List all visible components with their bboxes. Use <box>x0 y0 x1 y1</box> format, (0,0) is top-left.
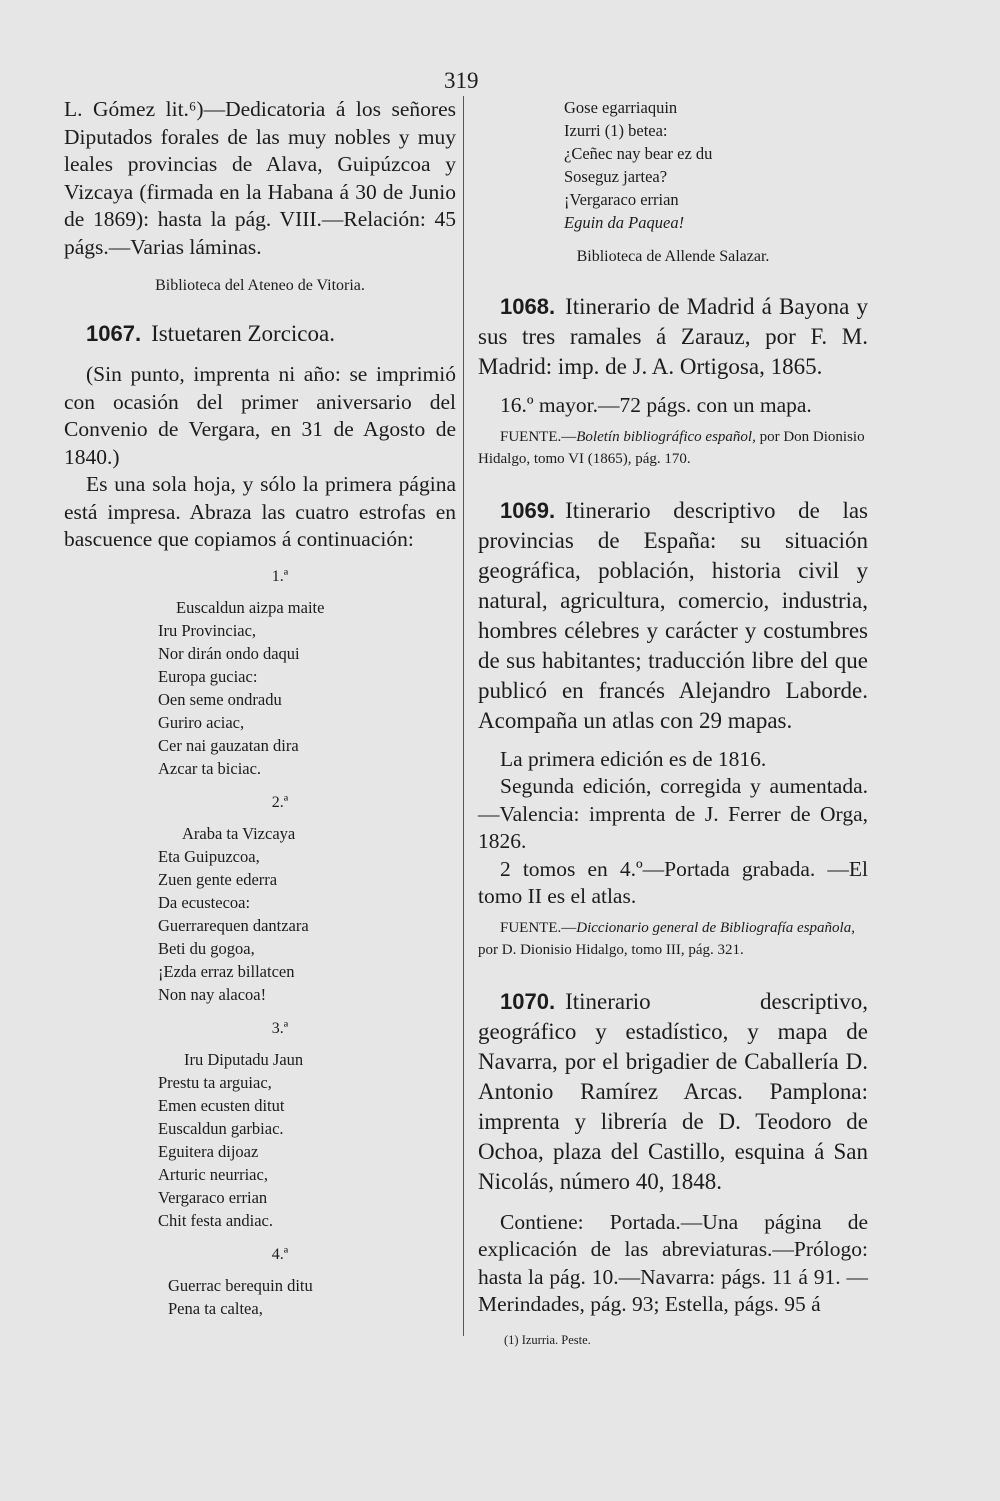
verse-line: Euscaldun garbiac. <box>158 1118 284 1138</box>
entry-1069-para3: 2 tomos en 4.º—Portada grabada. —El tomo II es el atlas. <box>478 856 868 908</box>
verse-line: Da ecustecoa: <box>158 892 251 912</box>
entry-1067-number: 1067. <box>86 321 142 346</box>
entry-1068-number: 1068. <box>500 294 556 319</box>
entry-1070-para1: Contiene: Portada.—Una página de explicación de las abreviaturas.—Prólogo: hasta la pág. 10.—Navarra: págs. 11 á 91. —Merindades, pág. 93; Estella, págs. 95 á <box>478 1209 868 1316</box>
verse-line: Chit festa andiac. <box>158 1210 274 1230</box>
entry-1067-heading <box>86 319 456 349</box>
column-divider <box>463 96 464 1336</box>
entry-1069-heading <box>478 496 868 736</box>
entry-1067-note: (Sin punto, imprenta ni año: se imprimió con ocasión del primer aniversario del Convenio de Vergara, en 31 de Agosto de 1840.) <box>64 362 456 469</box>
verse-line: Gose egarriaquin <box>564 98 678 117</box>
source-title: Boletín bibliográfico español, <box>576 428 756 445</box>
verse-line: ¡Vergaraco errian <box>564 190 679 209</box>
verse-line: Non nay alacoa! <box>158 984 267 1004</box>
left-column <box>64 96 456 1320</box>
verse-line: Vergaraco errian <box>158 1187 268 1207</box>
verse-line: Emen ecusten ditut <box>158 1095 285 1115</box>
verse-line: Cer nai gauzatan dira <box>158 735 299 755</box>
verse-line: Izurri (1) betea: <box>564 121 668 140</box>
verse-line: Oen seme ondradu <box>158 689 282 709</box>
verse-line: Zuen gente ederra <box>158 869 278 889</box>
verse-line: Prestu ta arguiac, <box>158 1072 272 1092</box>
stanza-3-label: 3.ª <box>271 1019 289 1037</box>
entry-1070-title: Itinerario descriptivo, geográfico y estadístico, y mapa de Navarra, por el brigadier de Caballería D. Antonio Ramírez Arcas. Pamplona: imprenta y librería de D. Teodoro de Ochoa, plaza del Castillo, esquina á San Nicolás, número 40, 1848. <box>478 988 868 1194</box>
verse-line: Azcar ta biciac. <box>158 758 262 778</box>
verse-line: Guriro aciac, <box>158 712 245 732</box>
entry-1070-number: 1070. <box>500 988 556 1014</box>
verse-line: Soseguz jartea? <box>564 167 668 186</box>
source-detail: por Don Dionisio Hidalgo, tomo VI (1865), pág. 170. <box>478 428 865 467</box>
intro-library: Biblioteca del Ateneo de Vitoria. <box>155 277 365 294</box>
source-detail: por D. Dionisio Hidalgo, tomo III, pág. 321. <box>478 941 744 958</box>
page-number: 319 <box>444 68 479 93</box>
source-label: FUENTE.— <box>500 428 577 445</box>
entry-1068-heading <box>478 292 868 382</box>
entry-1070-heading <box>478 987 868 1197</box>
entry-1069-number: 1069. <box>500 497 556 523</box>
verse-line: Pena ta caltea, <box>168 1298 263 1318</box>
intro-paragraph: L. Gómez lit.⁶)—Dedicatoria á los señores Diputados forales de las muy nobles y muy leales provincias de Alava, Guipúzcoa y Vizcaya (firmada en la Habana á 30 de Junio de 1869): hasta la pág. VIII.—Relación: 45 págs.—Varias láminas. <box>64 97 456 259</box>
entry-1067-title: Istuetaren Zorcicoa. <box>151 321 335 346</box>
verse-line: Guerrarequen dantzara <box>158 915 309 935</box>
verse-continuation <box>478 96 868 234</box>
entry-1069-para2: Segunda edición, corregida y aumentada. —Valencia: imprenta de J. Ferrer de Orga, 1826. <box>478 774 868 853</box>
verse-line: Eguin da Paquea! <box>564 213 685 232</box>
verse-line: Eguitera dijoaz <box>158 1141 259 1161</box>
entry-1068-title: Itinerario de Madrid á Bayona y sus tres ramales á Zarauz, por F. M. Madrid: imp. de J. A. Ortigosa, 1865. <box>478 294 868 379</box>
stanza-2-label: 2.ª <box>271 793 289 811</box>
entry-1068-source <box>478 426 868 470</box>
source-label: FUENTE.— <box>500 919 577 936</box>
verse-line: ¡Ezda erraz billatcen <box>158 961 295 981</box>
verse-line: Beti du gogoa, <box>158 938 255 958</box>
entry-1069-source <box>478 917 868 961</box>
entry-1069-para1: La primera edición es de 1816. <box>500 746 767 771</box>
verse-line: Eta Guipuzcoa, <box>158 846 260 866</box>
verse-line: Nor dirán ondo daqui <box>158 643 300 663</box>
verse-line: Guerrac berequin ditu <box>168 1275 313 1295</box>
footnote: (1) Izurria. Peste. <box>504 1332 591 1347</box>
stanza-2 <box>64 822 456 1006</box>
verse-line: ¿Ceñec nay bear ez du <box>564 144 713 163</box>
entry-1068-format: 16.º mayor.—72 págs. con un mapa. <box>500 393 812 417</box>
right-column <box>478 96 868 1348</box>
source-title: Diccionario general de Bibliografía española, <box>576 919 855 936</box>
entry-1067-text: Es una sola hoja, y sólo la primera página está impresa. Abraza las cuatro estrofas en bascuence que copiamos á continuación: <box>64 472 456 551</box>
verse-line: Europa guciac: <box>158 666 258 686</box>
stanza-3 <box>64 1048 456 1232</box>
stanza-1 <box>64 596 456 780</box>
stanza-4 <box>64 1274 456 1320</box>
verse-line: Araba ta Vizcaya <box>182 823 296 843</box>
stanza-4-label: 4.ª <box>271 1245 289 1263</box>
verse-library: Biblioteca de Allende Salazar. <box>576 248 770 265</box>
verse-line: Iru Provinciac, <box>158 620 257 640</box>
verse-line: Iru Diputadu Jaun <box>184 1049 304 1069</box>
entry-1069-title: Itinerario descriptivo de las provincias de España: su situación geográfica, población, historia civil y natural, agricultura, comercio, industria, hombres célebres y carácter y costumbres de sus habitantes; traducción libre del que publicó en francés Alejandro Laborde. Acompaña un atlas con 29 mapas. <box>478 497 868 733</box>
verse-line: Euscaldun aizpa maite <box>176 597 325 617</box>
verse-line: Arturic neurriac, <box>158 1164 268 1184</box>
stanza-1-label: 1.ª <box>271 567 289 585</box>
